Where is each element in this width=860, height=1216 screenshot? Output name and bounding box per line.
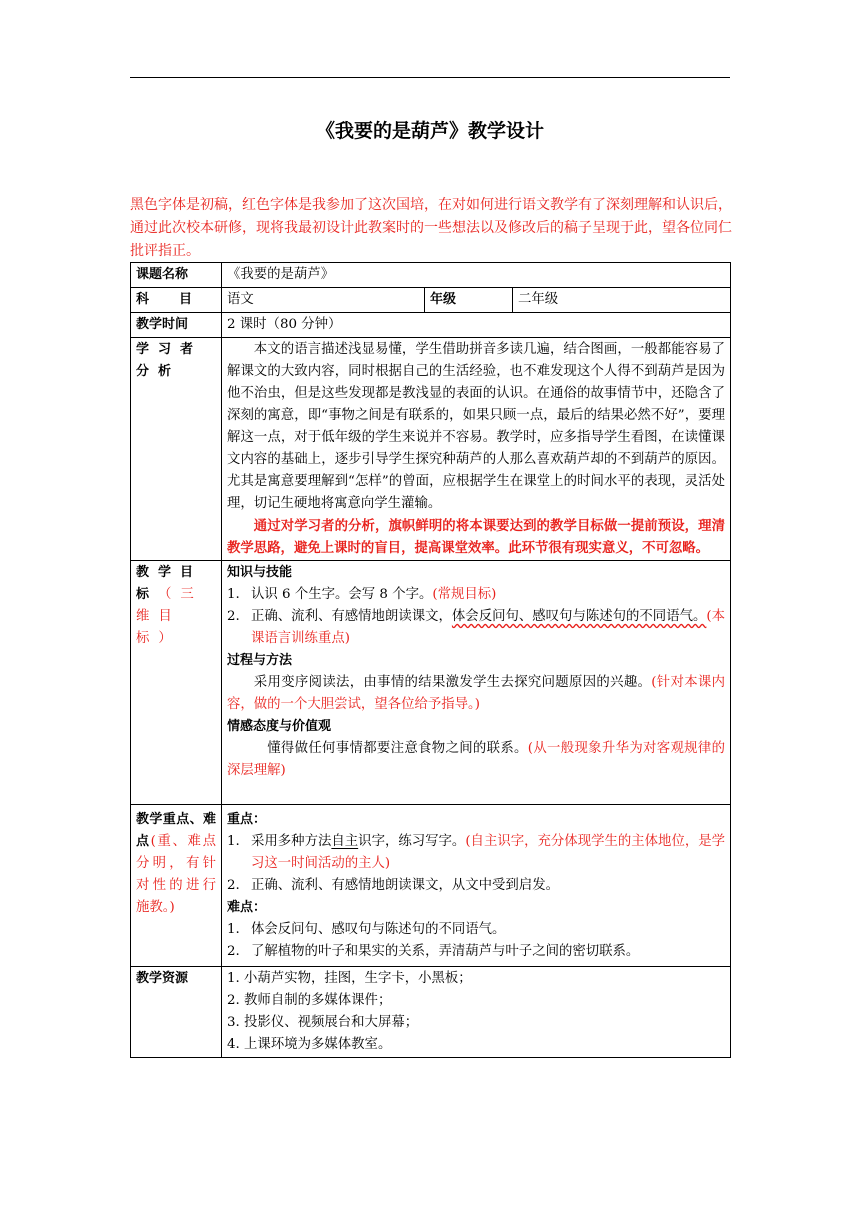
resource-item: 2. 教师自制的多媒体课件； bbox=[227, 993, 392, 1008]
document-title: 《我要的是葫芦》教学设计 bbox=[315, 120, 544, 142]
resource-item: 1. 小葫芦实物，挂图，生字卡，小黑板； bbox=[227, 971, 472, 986]
analysis-text: 本文的语言描述浅显易懂，学生借助拼音多读几遍，结合图画，一般都能容易了解课文的大致内容，同时根据自己的生活经验，也不难发现这个人得不到葫芦是因为他不治虫，但是这些发现都是教浅显的表面的认识。在通俗的故事情节中，还隐含了深刻的寓意，即“事物之间是有联系的，如果只顾一点，最后的结果必然不好”，要理解这一点，对于低年级的学生来说并不容易。教学时，应多指导学生看图，在读懂课文内容的基础上，逐步引导学生探究种葫芦的人那么喜欢葫芦却的不到葫芦的原因。尤其是寓意要理解到“怎样”的曾面，应根据学生在课堂上的时间水平的表现，灵活处理，切记生硬地将寓意向学生灌输。 bbox=[227, 342, 725, 511]
focus-key-item-2: 2. 正确、流利、有感情地朗读课文，从文中受到启发。 bbox=[227, 878, 559, 893]
intro-note: 黑色字体是初稿，红色字体是我参加了这次国培，在对如何进行语文教学有了深刻理解和认识后，通过此次校本研修，现将我最初设计此教案时的一些想法以及修改后的稿子呈现于此，望各位同仁批评指正。 bbox=[130, 197, 732, 259]
resource-item: 4. 上课环境为多媒体教室。 bbox=[227, 1037, 392, 1052]
row-time bbox=[131, 313, 731, 338]
analysis-cell bbox=[222, 338, 731, 561]
focus-heading-difficult: 难点： bbox=[227, 900, 267, 915]
focus-difficult-item-1: 1. 体会反问句、感叹句与陈述句的不同语气。 bbox=[227, 922, 506, 937]
goals-cell bbox=[222, 561, 731, 805]
focus-label: 教学重点、难点 bbox=[136, 812, 216, 849]
course-value: 《我要的是葫芦》 bbox=[222, 263, 731, 288]
focus-difficult-item-2: 2. 了解植物的叶子和果实的关系，弄清葫芦与叶子之间的密切联系。 bbox=[227, 944, 640, 959]
goals-heading-process: 过程与方法 bbox=[227, 653, 293, 668]
row-course bbox=[131, 263, 731, 288]
resource-item: 3. 投影仪、视频展台和大屏幕； bbox=[227, 1015, 419, 1030]
row-resources bbox=[131, 967, 731, 1058]
subject-label: 科 目 bbox=[131, 288, 222, 313]
row-subject bbox=[131, 288, 731, 313]
header-rule bbox=[130, 77, 730, 78]
row-analysis bbox=[131, 338, 731, 561]
row-goals bbox=[131, 561, 731, 805]
focus-label-cell bbox=[131, 805, 222, 967]
goals-item-1: 1. 认识 6 个生字。会写 8 个字。(常规目标) bbox=[227, 587, 497, 602]
goals-label: 教学目标 bbox=[136, 565, 203, 602]
grade-label: 年级 bbox=[425, 288, 513, 313]
row-focus bbox=[131, 805, 731, 967]
focus-label-note: (重、难点分明，有针对性的进行施教。) bbox=[136, 834, 216, 915]
goals-attitude-text: 懂得做任何事情都要注意食物之间的联系。(从一般现象升华为对客观规律的深层理解) bbox=[227, 741, 725, 778]
course-label: 课题名称 bbox=[131, 263, 222, 288]
goals-item-2: 2. 正确、流利、有感情地朗读课文，体会反问句、感叹句与陈述句的不同语气。(本课语言训练重点) bbox=[227, 609, 726, 646]
goals-process-text: 采用变序阅读法，由事情的结果激发学生去探究问题原因的兴趣。(针对本课内容，做的一个大胆尝试，望各位给予指导。) bbox=[227, 675, 725, 712]
goals-label-cell bbox=[131, 561, 222, 805]
goals-heading-attitude: 情感态度与价值观 bbox=[227, 719, 332, 734]
analysis-note: 通过对学习者的分析，旗帜鲜明的将本课要达到的教学目标做一提前预设，理清教学思路，避免上课时的盲目，提高课堂效率。此环节很有现实意义，不可忽略。 bbox=[227, 518, 725, 556]
focus-key-item-1: 1. 采用多种方法自主识字，练习写字。(自主识字，充分体现学生的主体地位，是学习这一时间活动的主人) bbox=[227, 834, 726, 871]
analysis-label: 学习者分析 bbox=[131, 338, 222, 561]
focus-cell bbox=[222, 805, 731, 967]
focus-heading-key: 重点： bbox=[227, 812, 267, 827]
goals-label-note: （三维目标） bbox=[136, 587, 203, 646]
time-value: 2 课时（80 分钟） bbox=[222, 313, 731, 338]
resources-cell bbox=[222, 967, 731, 1058]
resources-label: 教学资源 bbox=[131, 967, 222, 1058]
subject-value: 语文 bbox=[222, 288, 425, 313]
time-label: 教学时间 bbox=[131, 313, 222, 338]
grade-value: 二年级 bbox=[513, 288, 731, 313]
goals-heading-knowledge: 知识与技能 bbox=[227, 565, 293, 580]
lesson-plan-table bbox=[130, 262, 731, 1058]
